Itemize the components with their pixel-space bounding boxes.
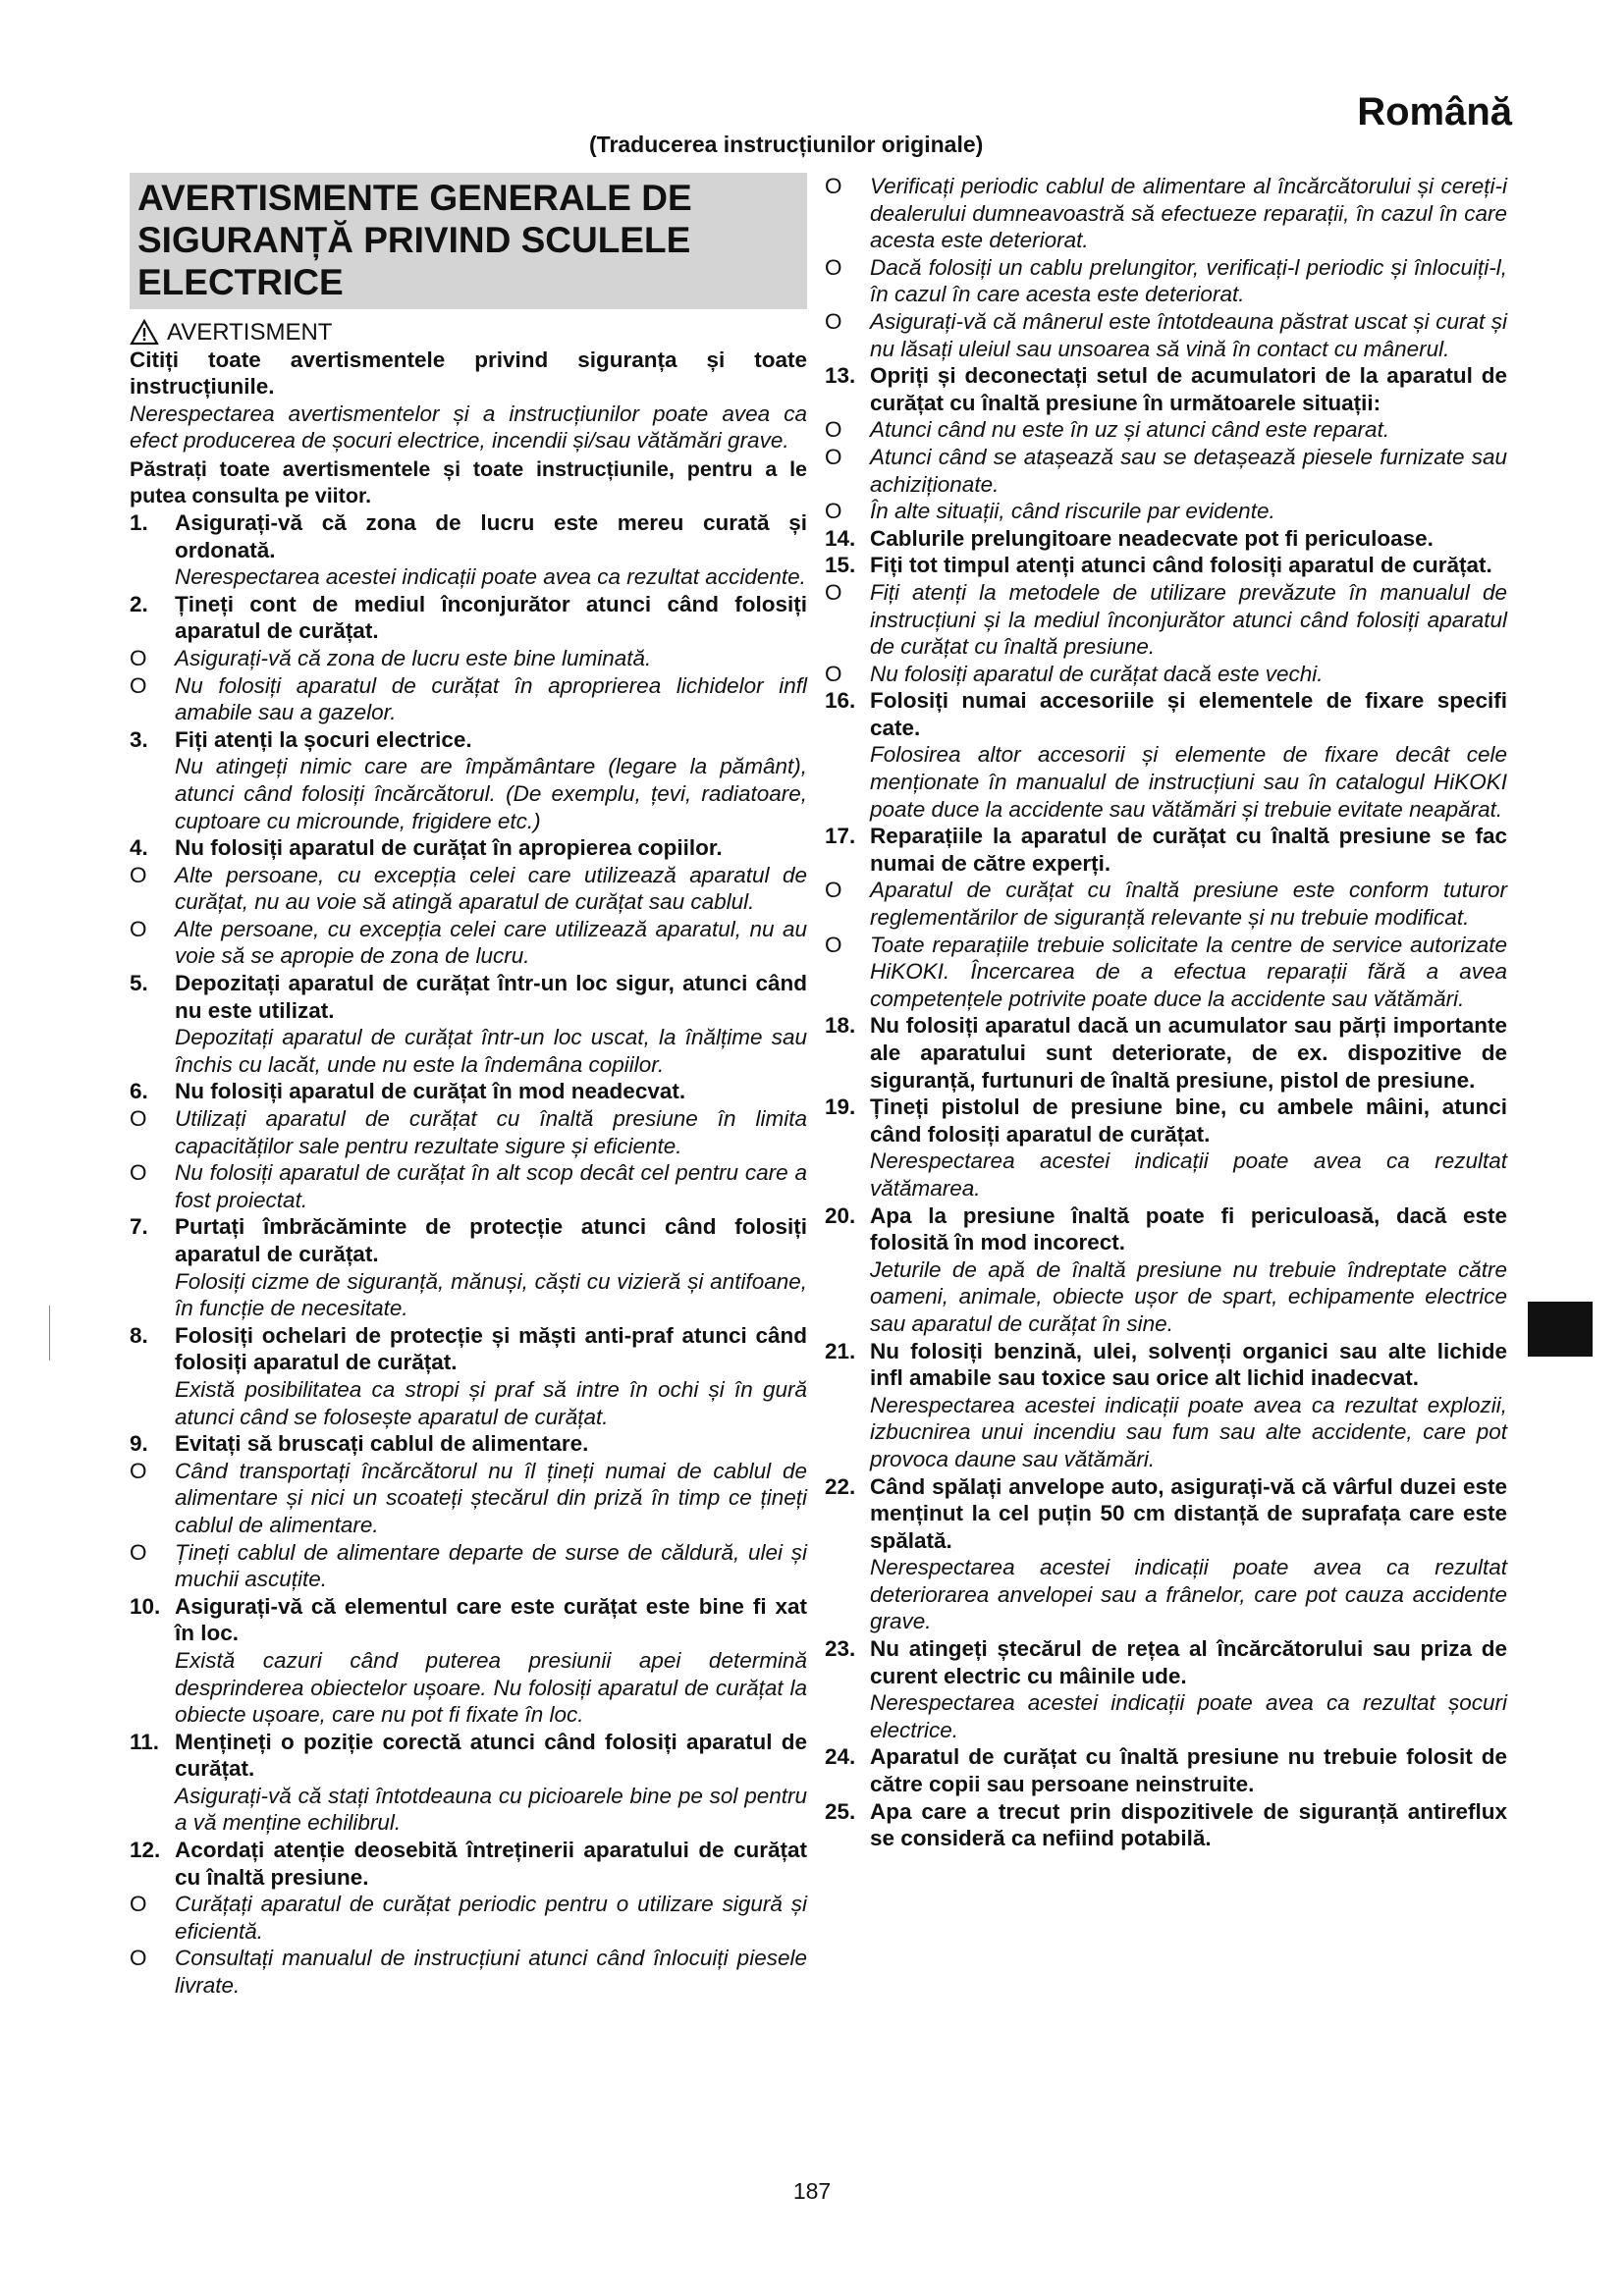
item-title: Purtați îmbrăcăminte de protecție atunci când folosiți aparatul de curățat. [175, 1214, 807, 1266]
bullet-point [130, 916, 807, 970]
bullet-point [130, 862, 807, 916]
item-number: 8. [130, 1322, 148, 1348]
bullet-text: Atunci când se atașează sau se detașează piesele furnizate sau achiziționate. [870, 444, 1507, 497]
bullet-point [130, 1539, 807, 1593]
item-title: Cablurile prelungitoare neadecvate pot fi periculoase. [870, 525, 1434, 551]
list-item [130, 1593, 807, 1647]
item-title: Țineți cont de mediul înconjurător atunci când folosiți aparatul de curățat. [175, 591, 807, 644]
item-number: 18. [825, 1013, 856, 1039]
item-note: Depozitați aparatul de curățat într-un loc uscat, la înălțime sau închis cu lacăt, unde nu este la îndemâna copiilor. [175, 1025, 807, 1077]
warning-label: AVERTISMENT [167, 319, 333, 346]
item-number: 14. [825, 525, 856, 551]
item-note: Există posibilitatea ca stropi și praf să intre în ochi și în gură atunci când se folosește aparatul de curățat. [175, 1376, 807, 1429]
bullet-text: Alte persoane, cu excepția celei care utilizează aparatul, nu au voie să se apropie de zona de lucru. [175, 916, 807, 969]
bullet-text: Când transportați încărcătorul nu îl țineți numai de cablul de alimentare și nici un scoateți ștecărul din priză în timp ce țineți cablul de alimentare. [175, 1458, 807, 1537]
item-title: Opriți și deconectați setul de acumulatori de la aparatul de curățat cu înaltă presiune în următoarele situații: [870, 363, 1507, 415]
bullet-text: Curățați aparatul de curățat periodic pentru o utilizare sigură și eficientă. [175, 1892, 807, 1944]
item-number: 10. [130, 1593, 161, 1619]
list-item [130, 726, 807, 754]
list-item [825, 687, 1507, 741]
item-title: Evitați să bruscați cablul de alimentare. [175, 1431, 589, 1457]
circle-bullet-icon: O [130, 916, 147, 941]
circle-bullet-icon: O [825, 579, 842, 605]
bullet-point [130, 1891, 807, 1945]
list-item [825, 1635, 1507, 1689]
list-item [825, 362, 1507, 416]
item-title: Folosiți numai accesoriile și elementele de fixare specifi cate. [870, 688, 1507, 740]
bullet-text: Verificați periodic cablul de alimentare al încărcătorului și cereți-i dealerului dumneavoastră să efectueze reparații, în cazul în care acesta este deteriorat. [870, 174, 1507, 253]
list-item [130, 970, 807, 1024]
bullet-text: Asigurați-vă că mânerul este întotdeauna păstrat uscat și curat și nu lăsați uleiul sau unsoarea să vină în contact cu mânerul. [870, 308, 1507, 361]
item-title: Fiți atenți la șocuri electrice. [175, 726, 472, 752]
bullet-point [130, 1458, 807, 1539]
item-title: Apa care a trecut prin dispozitivele de siguranță antireflux se consideră ca nefiind potabilă. [870, 1798, 1507, 1851]
circle-bullet-icon: O [825, 661, 842, 686]
item-title: Nu folosiți benzină, ulei, solvenți organici sau alte lichide infl amabile sau toxice sau orice alt lichid inadecvat. [870, 1338, 1507, 1391]
bullet-text: Alte persoane, cu excepția celei care utilizează aparatul de curățat, nu au voie să atingă aparatul de curățat sau cablul. [175, 862, 807, 915]
circle-bullet-icon: O [825, 308, 842, 334]
circle-bullet-icon: O [825, 174, 842, 198]
item-title: Acordați atenție deosebită întreținerii aparatului de curățat cu înaltă presiune. [175, 1838, 807, 1890]
item-number: 3. [130, 726, 148, 752]
item-title: Folosiți ochelari de protecție și măști anti-praf atunci când folosiți aparatul de curățat. [175, 1322, 807, 1375]
circle-bullet-icon: O [130, 1106, 147, 1132]
item-number: 21. [825, 1338, 856, 1363]
circle-bullet-icon: O [825, 444, 842, 469]
item-number: 20. [825, 1202, 856, 1228]
item-title: Nu folosiți aparatul de curățat în apropierea copiilor. [175, 835, 723, 861]
bullet-point [130, 1105, 807, 1159]
item-title: Când spălați anvelope auto, asigurați-vă că vârful duzei este menținut la cel puțin 50 cm distanță de suprafața care este spălată. [870, 1473, 1507, 1553]
warning-read-all: Citiți toate avertismentele privind siguranța și toate instrucțiunile. [130, 347, 807, 400]
bullet-text: Nu folosiți aparatul de curățat dacă este vechi. [870, 661, 1324, 686]
bullet-text: Nu folosiți aparatul de curățat în alt scop decât cel pentru care a fost proiectat. [175, 1160, 807, 1212]
bullet-text: Utilizați aparatul de curățat cu înaltă presiune în limita capacităților sale pentru rezultate sigure și eficiente. [175, 1106, 807, 1158]
circle-bullet-icon: O [825, 254, 842, 280]
bullet-point [825, 498, 1507, 525]
list-item [825, 552, 1507, 579]
item-number: 6. [130, 1079, 148, 1104]
circle-bullet-icon: O [825, 417, 842, 443]
item-number: 23. [825, 1636, 856, 1662]
section-title: AVERTISMENTE GENERALE DE SIGURANȚĂ PRIVIND SCULELE ELECTRICE [130, 173, 807, 309]
item-number: 19. [825, 1095, 856, 1120]
bullet-text: Nu folosiți aparatul de curățat în aproprierea lichidelor infl amabile sau a gazelor. [175, 672, 807, 725]
list-item [825, 1338, 1507, 1392]
item-note: Nu atingeți nimic care are împământare (legare la pământ), atunci când folosiți încărcătorul. (De exemplu, țevi, radiatoare, cuptoare cu microunde, frigidere etc.) [175, 754, 807, 833]
warning-triangle-icon [130, 319, 159, 346]
circle-bullet-icon: O [130, 1539, 147, 1565]
margin-rule [49, 1306, 50, 1361]
item-title: Aparatul de curățat cu înaltă presiune nu trebuie folosit de către copii sau persoane neinstruite. [870, 1744, 1507, 1797]
circle-bullet-icon: O [825, 499, 842, 524]
item-title: Mențineți o poziție corectă atunci când folosiți aparatul de curățat. [175, 1729, 807, 1782]
language-heading: Română [1357, 90, 1512, 133]
bullet-point [825, 877, 1507, 931]
bullet-text: Asigurați-vă că zona de lucru este bine luminată. [175, 645, 652, 670]
list-item [825, 1202, 1507, 1256]
bullet-point [130, 672, 807, 726]
circle-bullet-icon: O [130, 1458, 147, 1483]
list-item [825, 525, 1507, 553]
item-title: Apa la presiune înaltă poate fi periculoasă, dacă este folosită în mod incorect. [870, 1202, 1507, 1255]
warning-consequence: Nerespectarea avertismentelor și a instrucțiunilor poate avea ca efect producerea de șocuri electrice, incendii și/sau vătămări grave. [130, 400, 807, 454]
item-number: 2. [130, 591, 148, 616]
list-item [825, 1094, 1507, 1148]
warning-heading [130, 319, 807, 347]
circle-bullet-icon: O [825, 932, 842, 957]
list-item [130, 1729, 807, 1783]
item-title: Depozitați aparatul de curățat într-un loc sigur, atunci când nu este utilizat. [175, 971, 807, 1023]
item-number: 13. [825, 363, 856, 389]
item-note: Nerespectarea acestei indicații poate avea ca rezultat șocuri electrice. [870, 1690, 1507, 1742]
bullet-text: Aparatul de curățat cu înaltă presiune este conform tuturor reglementărilor de siguranță relevante și nu trebuie modificat. [870, 878, 1507, 931]
list-item [825, 1012, 1507, 1094]
item-note: Nerespectarea acestei indicații poate avea ca rezultat accidente. [175, 564, 806, 590]
list-item [825, 1473, 1507, 1555]
item-number: 5. [130, 971, 148, 996]
circle-bullet-icon: O [825, 878, 842, 903]
item-number: 4. [130, 835, 148, 861]
circle-bullet-icon: O [130, 862, 147, 887]
circle-bullet-icon: O [130, 645, 147, 670]
item-number: 16. [825, 688, 856, 714]
item-number: 25. [825, 1798, 856, 1824]
item-number: 7. [130, 1214, 148, 1240]
item-title: Reparațiile la aparatul de curățat cu înaltă presiune se fac numai de către experți. [870, 824, 1507, 876]
bullet-text: Dacă folosiți un cablu prelungitor, verificați-l periodic și înlocuiți-l, în cazul în care acesta este deteriorat. [870, 254, 1507, 307]
circle-bullet-icon: O [130, 672, 147, 698]
item-number: 22. [825, 1473, 856, 1499]
bullet-text: Țineți cablul de alimentare departe de surse de căldură, ulei și muchii ascuțite. [175, 1539, 807, 1592]
bullet-text: Atunci când nu este în uz și atunci când este reparat. [870, 417, 1390, 443]
left-column [130, 173, 807, 2000]
circle-bullet-icon: O [130, 1946, 147, 1971]
bullet-point [130, 1945, 807, 1999]
bullet-point [130, 645, 807, 672]
bullet-text: Fiți atenți la metodele de utilizare prevăzute în manualul de instrucțiuni și la mediul înconjurător atunci când folosiți aparatul de curățat cu înaltă presiune. [870, 579, 1507, 660]
list-item [825, 1743, 1507, 1797]
bullet-point [825, 579, 1507, 661]
item-note: Folosiți cizme de siguranță, mănuși, căști cu vizieră și antifoane, în funcție de necesitate. [175, 1268, 807, 1321]
list-item [130, 1322, 807, 1376]
item-title: Nu folosiți aparatul de curățat în mod neadecvat. [175, 1079, 686, 1104]
item-number: 17. [825, 824, 856, 849]
item-note: Există cazuri când puterea presiunii apei determină desprinderea obiectelor ușoare. Nu folosiți aparatul de curățat la obiecte ușoare, care nu pot fi fixate în loc. [175, 1647, 807, 1728]
bullet-point [825, 661, 1507, 688]
item-note: Folosirea altor accesorii și elemente de fixare decât cele menționate în manualul de instrucțiuni sau în catalogul HiKOKI poate duce la accidente sau vătămări și trebuie evitate neapărat. [870, 742, 1507, 822]
item-number: 1. [130, 509, 148, 535]
bullet-point [825, 173, 1507, 254]
list-item [130, 834, 807, 862]
circle-bullet-icon: O [130, 1160, 147, 1186]
item-number: 15. [825, 553, 856, 578]
list-item [130, 1430, 807, 1458]
item-note: Nerespectarea acestei indicații poate avea ca rezultat deteriorarea anvelopei sau a frânelor, care pot cauza accidente grave. [870, 1555, 1507, 1634]
list-item [825, 823, 1507, 877]
bullet-point [825, 254, 1507, 308]
page-number: 187 [792, 2178, 832, 2204]
item-title: Asigurați-vă că elementul care este curățat este bine fi xat în loc. [175, 1593, 807, 1646]
circle-bullet-icon: O [130, 1892, 147, 1917]
item-title: Țineți pistolul de presiune bine, cu ambele mâini, atunci când folosiți aparatul de curățat. [870, 1095, 1507, 1147]
bullet-text: Consultați manualul de instrucțiuni atunci când înlocuiți piesele livrate. [175, 1946, 807, 1999]
right-column [825, 173, 1507, 1852]
item-number: 9. [130, 1431, 148, 1457]
bullet-point [130, 1159, 807, 1213]
bullet-point [825, 416, 1507, 444]
section-thumb-tab [1528, 1302, 1593, 1357]
item-title: Nu atingeți ștecărul de rețea al încărcătorului sau priza de curent electric cu mâinile ude. [870, 1636, 1507, 1688]
item-number: 24. [825, 1744, 856, 1770]
item-title: Fiți tot timpul atenți atunci când folosiți aparatul de curățat. [870, 553, 1492, 578]
item-note: Asigurați-vă că stați întotdeauna cu picioarele bine pe sol pentru a vă menține echilibrul. [175, 1783, 807, 1836]
item-title: Nu folosiți aparatul dacă un acumulator sau părți importante ale aparatului sunt deteriorate, de ex. dispozitive de siguranță, furtunuri de înaltă presiune, pistol de presiune. [870, 1013, 1507, 1093]
item-number: 12. [130, 1838, 161, 1863]
item-note: Jeturile de apă de înaltă presiune nu trebuie îndreptate către oameni, animale, obiecte ușor de spart, echipamente electrice sau aparatul de curățat în sine. [870, 1256, 1507, 1336]
bullet-text: Toate reparațiile trebuie solicitate la centre de service autorizate HiKOKI. Încercarea de a efectua reparații fără a avea competențele potrivite poate duce la accidente sau vătămări. [870, 932, 1507, 1011]
item-note: Nerespectarea acestei indicații poate avea ca rezultat explozii, izbucnirea unui incendiu sau fum sau alte accidente, care pot provoca daune sau vătămări. [870, 1392, 1507, 1471]
bullet-point [825, 444, 1507, 498]
item-number: 11. [130, 1729, 160, 1754]
list-item [130, 1213, 807, 1267]
warning-keep: Păstrați toate avertismentele și toate instrucțiunile, pentru a le putea consulta pe viitor. [130, 456, 807, 507]
translation-subtitle: (Traducerea instrucțiunilor originale) [589, 132, 984, 157]
list-item [130, 1837, 807, 1891]
bullet-text: În alte situații, când riscurile par evidente. [870, 499, 1275, 524]
bullet-point [825, 308, 1507, 362]
item-title: Asigurați-vă că zona de lucru este mereu curată și ordonată. [175, 509, 807, 562]
list-item [130, 509, 807, 563]
list-item [130, 1078, 807, 1105]
item-note: Nerespectarea acestei indicații poate avea ca rezultat vătămarea. [870, 1148, 1507, 1201]
bullet-point [825, 932, 1507, 1013]
list-item [130, 591, 807, 645]
list-item [825, 1798, 1507, 1852]
